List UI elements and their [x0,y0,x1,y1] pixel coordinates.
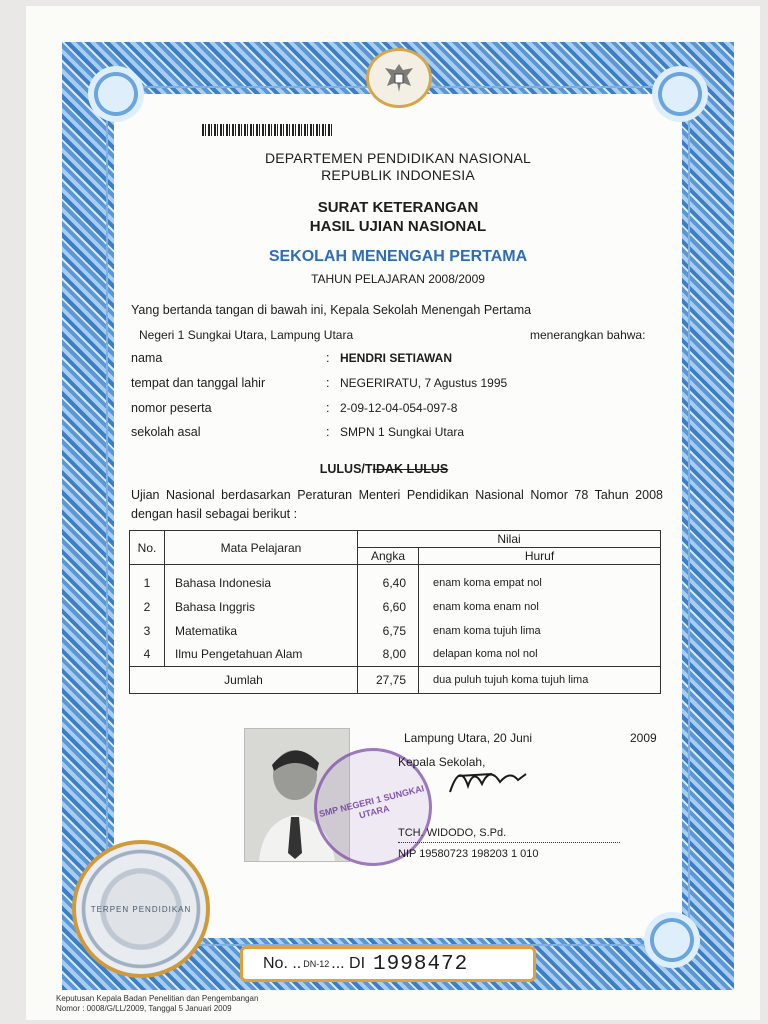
row-no: 3 [130,619,165,643]
row-no: 2 [130,595,165,619]
corner-ornament-top-left [88,66,144,122]
result-pass: LULUS/T [319,462,373,476]
student-label-birth: tempat dan tanggal lahir [131,376,266,390]
row-words: delapan koma nol nol [419,643,661,667]
header-number: Angka [358,548,419,565]
colon: : [326,351,330,365]
principal-nip: NIP 19580723 198203 1 010 [398,848,539,860]
signature-line [398,842,620,843]
principal-name: TCH. WIDODO, S.Pd. [398,827,507,839]
hologram-seal [72,840,210,978]
row-subject: Matematika [165,619,358,643]
header-score: Nilai [358,531,661,548]
table-row [130,595,661,619]
row-words: enam koma enam nol [419,595,661,619]
footer-line-2: Nomor : 0008/G/LL/2009, Tanggal 5 Januari 2009 [56,1004,232,1013]
table-row [130,643,661,667]
serial-di-label: ... DI [331,955,366,972]
sign-year: 2009 [630,731,657,745]
colon: : [326,401,330,415]
student-name: HENDRI SETIAWAN [340,351,453,365]
school-name: Negeri 1 Sungkai Utara, Lampung Utara [139,328,354,342]
student-label-number: nomor peserta [131,401,212,415]
sign-role: Kepala Sekolah, [398,755,486,769]
footer-line-1: Keputusan Kepala Badan Penelitian dan Pengembangan [56,994,259,1003]
title-line-1: SURAT KETERANGAN [317,199,479,216]
sign-place-date: Lampung Utara, 20 Juni [404,731,533,745]
table-row [130,619,661,643]
row-subject: Ilmu Pengetahuan Alam [165,643,358,667]
total-words: dua puluh tujuh koma tujuh lima [419,667,661,694]
total-row [130,667,661,694]
student-number: 2-09-12-04-054-097-8 [340,401,458,415]
serial-number-box [240,946,536,982]
barcode [202,124,334,136]
student-label-name: nama [131,351,163,365]
row-number: 6,75 [358,619,419,643]
signature-mark [430,756,550,800]
row-subject: Bahasa Indonesia [165,571,358,595]
header-words: Huruf [419,548,661,565]
header-subject: Mata Pelajaran [165,531,358,565]
row-subject: Bahasa Inggris [165,595,358,619]
title-line-2: HASIL UJIAN NASIONAL [309,218,487,235]
student-origin-school: SMPN 1 Sungkai Utara [340,425,465,439]
serial-code: DN-12 [303,959,330,969]
corner-ornament-bottom-right [644,912,700,968]
row-number: 6,40 [358,571,419,595]
stamp-text: SMP NEGERI 1 SUNGKAI UTARA [318,783,426,821]
serial-no-label: No. .. [263,955,302,972]
colon: : [326,425,330,439]
declares-text: menerangkan bahwa: [530,328,646,342]
serial-number: 1998472 [373,952,469,976]
exam-paragraph: Ujian Nasional berdasarkan Peraturan Menteri Pendidikan Nasional Nomor 78 Tahun 2008 dengan hasil sebagai berikut : [131,488,663,521]
department-name: DEPARTEMEN PENDIDIKAN NASIONAL [264,150,532,166]
header-no: No. [130,531,165,565]
document-title [106,198,690,236]
row-number: 8,00 [358,643,419,667]
table-row [130,571,661,595]
country-name: REPUBLIK INDONESIA [321,167,475,183]
row-words: enam koma empat nol [419,571,661,595]
academic-year: TAHUN PELAJARAN 2008/2009 [311,272,485,286]
row-number: 6,60 [358,595,419,619]
row-words: enam koma tujuh lima [419,619,661,643]
corner-ornament-top-right [652,66,708,122]
intro-line: Yang bertanda tangan di bawah ini, Kepala Sekolah Menengah Pertama [131,303,532,317]
department-heading [106,150,690,184]
footer-note [56,994,258,1014]
total-label: Jumlah [130,667,358,694]
result-fail-struck: IDAK LULUS [372,462,449,476]
seal-text: TERPEN PENDIDIKAN [90,904,192,914]
garuda-emblem-icon [366,48,432,108]
row-no: 1 [130,571,165,595]
grades-table [129,530,661,694]
student-label-school: sekolah asal [131,425,201,439]
school-level: SEKOLAH MENENGAH PERTAMA [268,248,528,265]
row-no: 4 [130,643,165,667]
result-status [0,462,768,476]
colon: : [326,376,330,390]
total-number: 27,75 [358,667,419,694]
student-birth: NEGERIRATU, 7 Agustus 1995 [340,376,508,390]
